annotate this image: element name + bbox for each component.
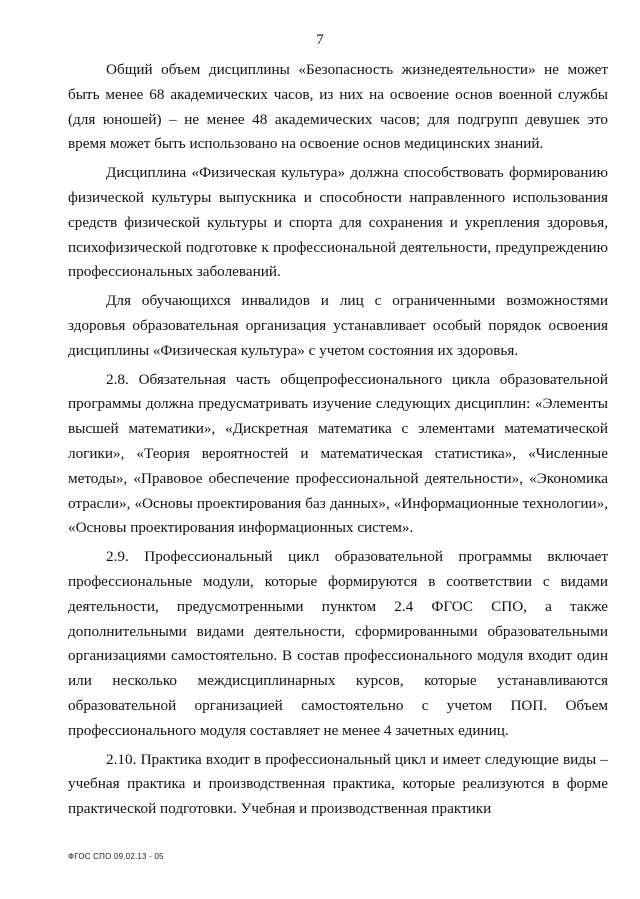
paragraph-life-safety: Общий объем дисциплины «Безопасность жизнедеятельности» не может быть менее 68 академических часов, из них на освоение основ военной службы (для юношей) – не менее 48 академических часов; для подгрупп девушек это время может быть использовано на освоение основ медицинских знаний. [68, 61, 608, 153]
document-footer: ФГОС СПО 09.02.13 - 05 [68, 852, 164, 861]
paragraph-disabled-students: Для обучающихся инвалидов и лиц с ограниченными возможностями здоровья образовательная организация устанавливает особый порядок освоения дисциплины «Физическая культура» с учетом состояния их здоровья. [68, 292, 608, 359]
page-number: 7 [316, 32, 324, 48]
document-body [68, 58, 608, 824]
paragraph-physical-culture: Дисциплина «Физическая культура» должна способствовать формированию физической культуры выпускника и способности направленного использования средств физической культуры и спорта для сохранения и укрепления здоровья, психофизической подготовке к профессиональной деятельности, предупреждению профессиональных заболеваний. [68, 164, 608, 281]
paragraph-2-10: 2.10. Практика входит в профессиональный цикл и имеет следующие виды – учебная практика и производственная практика, которые реализуются в форме практической подготовки. Учебная и производственная практики [68, 750, 608, 818]
paragraph-2-9: 2.9. Профессиональный цикл образовательной программы включает профессиональные модули, которые формируются в соответствии с видами деятельности, предусмотренными пунктом 2.4 ФГОС СПО, а также дополнительными видами деятельности, сформированными образовательными организациями самостоятельно. В состав профессионального модуля входит один или несколько междисциплинарных курсов, которые устанавливаются образовательной организацией самостоятельно с учетом ПОП. Объем профессионального модуля составляет не менее 4 зачетных единиц. [68, 548, 608, 739]
paragraph-2-8: 2.8. Обязательная часть общепрофессионального цикла образовательной программы должна предусматривать изучение следующих дисциплин: «Элементы высшей математики», «Дискретная математика с элементами математической логики», «Теория вероятностей и математическая статистика», «Численные методы», «Правовое обеспечение профессиональной деятельности», «Экономика отрасли», «Основы проектирования баз данных», «Информационные технологии», «Основы проектирования информационных систем». [68, 370, 608, 537]
